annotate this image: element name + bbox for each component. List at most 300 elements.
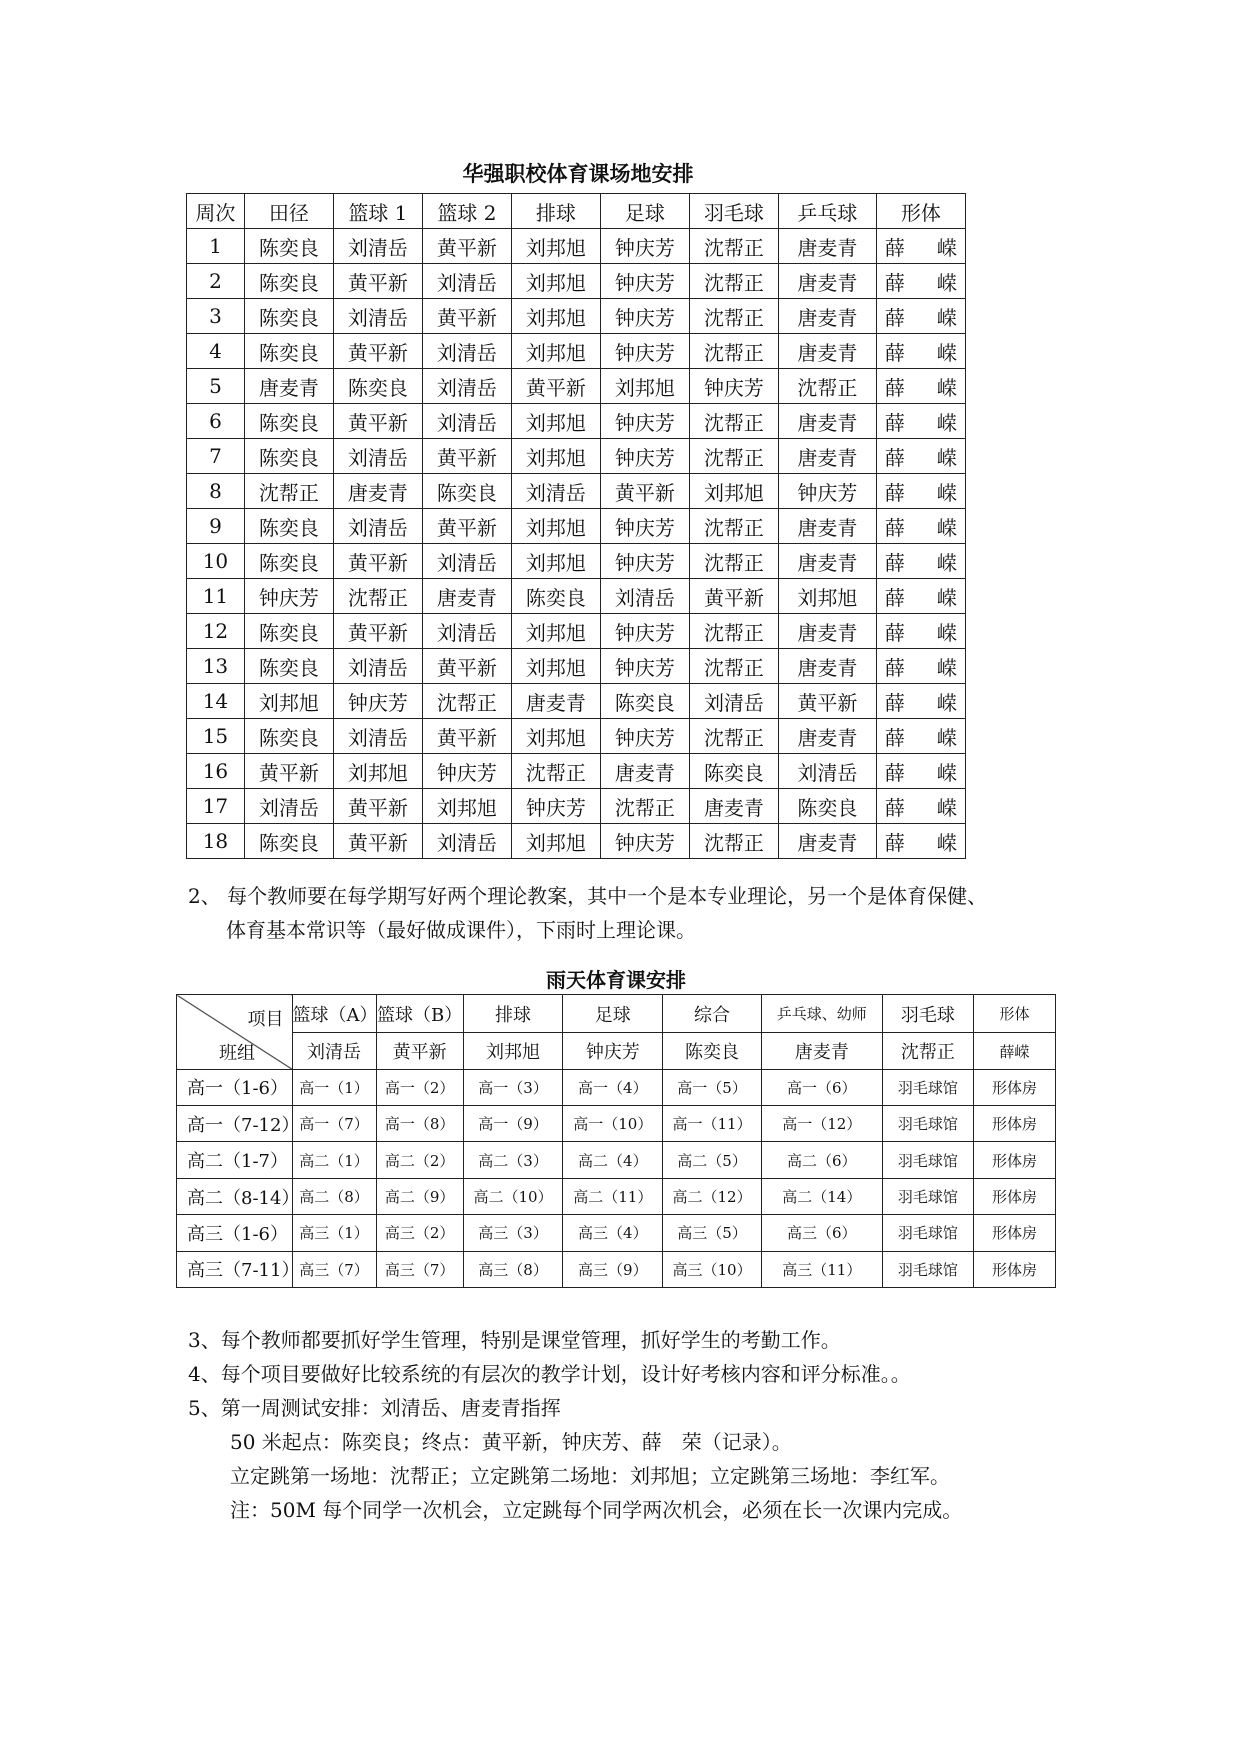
rain-item-header: 综合 (663, 995, 762, 1033)
xingti-teacher-char: 嵘 (937, 445, 957, 470)
teacher-cell: 沈帮正 (689, 719, 778, 754)
schedule-row (187, 264, 966, 299)
note-item-4: 4、每个项目要做好比较系统的有层次的教学计划，设计好考核内容和评分标准。。 (188, 1362, 911, 1386)
xingti-teacher-cell (876, 264, 965, 299)
teacher-cell: 黄平新 (422, 649, 511, 684)
teacher-cell: 黄平新 (333, 614, 422, 649)
assignment-cell: 高三（8） (463, 1251, 563, 1287)
teacher-cell: 沈帮正 (778, 369, 876, 404)
teacher-cell: 陈奕良 (600, 684, 689, 719)
note-item-2-line2: 体育基本常识等（最好做成课件），下雨时上理论课。 (226, 918, 696, 942)
class-group-cell: 高三（7-11） (177, 1251, 293, 1287)
teacher-cell: 黄平新 (333, 404, 422, 439)
teacher-cell: 钟庆芳 (600, 229, 689, 264)
assignment-cell: 高二（11） (563, 1178, 663, 1214)
week-number-cell: 4 (187, 334, 245, 369)
rain-schedule-table (176, 994, 1056, 1288)
teacher-cell: 沈帮正 (689, 439, 778, 474)
xingti-teacher-char: 嵘 (937, 550, 957, 575)
teacher-cell: 唐麦青 (778, 229, 876, 264)
teacher-cell: 刘邦旭 (511, 509, 600, 544)
assignment-cell: 高一（3） (463, 1069, 563, 1105)
schedule-row (187, 439, 966, 474)
teacher-cell: 唐麦青 (778, 824, 876, 859)
teacher-cell: 刘邦旭 (511, 229, 600, 264)
rain-item-header: 排球 (463, 995, 563, 1033)
teacher-cell: 刘邦旭 (511, 649, 600, 684)
assignment-cell: 高三（7） (376, 1251, 463, 1287)
assignment-cell: 羽毛球馆 (882, 1178, 973, 1214)
teacher-cell: 刘清岳 (333, 509, 422, 544)
rain-teacher-cell: 唐麦青 (761, 1033, 882, 1069)
rain-item-header: 形体 (974, 995, 1056, 1033)
teacher-cell: 刘清岳 (422, 404, 511, 439)
xingti-teacher-cell (876, 649, 965, 684)
teacher-cell: 沈帮正 (422, 684, 511, 719)
week-number-cell: 13 (187, 649, 245, 684)
teacher-cell: 唐麦青 (778, 264, 876, 299)
xingti-teacher-cell (876, 439, 965, 474)
schedule-header-row (187, 194, 966, 229)
schedule-header-cell: 田径 (244, 194, 333, 229)
teacher-cell: 刘邦旭 (422, 789, 511, 824)
corner-item-label: 项目 (247, 1009, 284, 1030)
xingti-teacher-cell (876, 229, 965, 264)
xingti-teacher-char: 嵘 (937, 515, 957, 540)
teacher-cell: 刘清岳 (333, 649, 422, 684)
teacher-cell: 唐麦青 (778, 614, 876, 649)
rain-teacher-cell: 刘清岳 (292, 1033, 376, 1069)
teacher-cell: 陈奕良 (422, 474, 511, 509)
teacher-cell: 陈奕良 (778, 789, 876, 824)
teacher-cell: 唐麦青 (778, 334, 876, 369)
assignment-cell: 高一（6） (761, 1069, 882, 1105)
assignment-cell: 高三（6） (761, 1215, 882, 1251)
teacher-cell: 黄平新 (422, 439, 511, 474)
assignment-cell: 高三（10） (663, 1251, 762, 1287)
rain-row (177, 1106, 1056, 1142)
schedule-row (187, 754, 966, 789)
assignment-cell: 羽毛球馆 (882, 1106, 973, 1142)
xingti-teacher-cell (876, 299, 965, 334)
teacher-cell: 沈帮正 (689, 649, 778, 684)
teacher-cell: 黄平新 (333, 789, 422, 824)
assignment-cell: 高二（12） (663, 1178, 762, 1214)
rain-teacher-cell: 沈帮正 (882, 1033, 973, 1069)
teacher-cell: 陈奕良 (244, 299, 333, 334)
assignment-cell: 高三（7） (292, 1251, 376, 1287)
schedule-title: 华强职校体育课场地安排 (462, 162, 694, 186)
teacher-cell: 沈帮正 (689, 824, 778, 859)
teacher-cell: 陈奕良 (244, 509, 333, 544)
assignment-cell: 高二（3） (463, 1142, 563, 1178)
xingti-teacher-char: 薛 (884, 480, 905, 505)
rain-item-header: 乒乓球、幼师 (761, 995, 882, 1033)
teacher-cell: 钟庆芳 (600, 509, 689, 544)
rain-item-header: 篮球（A） (292, 995, 376, 1033)
xingti-teacher-char: 薛 (884, 340, 905, 365)
teacher-cell: 刘邦旭 (511, 334, 600, 369)
teacher-cell: 钟庆芳 (778, 474, 876, 509)
schedule-row (187, 334, 966, 369)
xingti-teacher-char: 嵘 (937, 690, 957, 715)
assignment-cell: 高三（5） (663, 1215, 762, 1251)
schedule-row (187, 299, 966, 334)
schedule-header-cell: 乒乓球 (778, 194, 876, 229)
teacher-cell: 黄平新 (511, 369, 600, 404)
schedule-header-cell: 篮球 1 (333, 194, 422, 229)
week-number-cell: 18 (187, 824, 245, 859)
xingti-teacher-cell (876, 509, 965, 544)
xingti-teacher-char: 薛 (884, 830, 905, 855)
teacher-cell: 钟庆芳 (600, 334, 689, 369)
teacher-cell: 钟庆芳 (600, 544, 689, 579)
teacher-cell: 沈帮正 (689, 229, 778, 264)
teacher-cell: 唐麦青 (511, 684, 600, 719)
assignment-cell: 羽毛球馆 (882, 1251, 973, 1287)
assignment-cell: 羽毛球馆 (882, 1142, 973, 1178)
teacher-cell: 刘清岳 (511, 474, 600, 509)
assignment-cell: 高一（11） (663, 1106, 762, 1142)
teacher-cell: 钟庆芳 (600, 439, 689, 474)
rain-teacher-cell: 薛嵘 (974, 1033, 1056, 1069)
week-number-cell: 7 (187, 439, 245, 474)
teacher-cell: 沈帮正 (689, 509, 778, 544)
assignment-cell: 形体房 (974, 1215, 1056, 1251)
xingti-teacher-char: 薛 (884, 620, 905, 645)
teacher-cell: 刘清岳 (422, 614, 511, 649)
assignment-cell: 高三（2） (376, 1215, 463, 1251)
teacher-cell: 陈奕良 (333, 369, 422, 404)
schedule-header-cell: 形体 (876, 194, 965, 229)
xingti-teacher-char: 薛 (884, 410, 905, 435)
teacher-cell: 陈奕良 (244, 649, 333, 684)
teacher-cell: 黄平新 (422, 299, 511, 334)
teacher-cell: 刘清岳 (422, 264, 511, 299)
week-number-cell: 8 (187, 474, 245, 509)
teacher-cell: 钟庆芳 (600, 614, 689, 649)
note-rules: 注：50M 每个同学一次机会，立定跳每个同学两次机会，必须在长一次课内完成。 (230, 1498, 963, 1522)
teacher-cell: 刘邦旭 (333, 754, 422, 789)
assignment-cell: 高三（1） (292, 1215, 376, 1251)
week-number-cell: 9 (187, 509, 245, 544)
venue-schedule-table (186, 193, 966, 859)
week-number-cell: 2 (187, 264, 245, 299)
assignment-cell: 形体房 (974, 1251, 1056, 1287)
rain-row (177, 1215, 1056, 1251)
assignment-cell: 高二（1） (292, 1142, 376, 1178)
week-number-cell: 15 (187, 719, 245, 754)
xingti-teacher-char: 薛 (884, 550, 905, 575)
teacher-cell: 陈奕良 (244, 614, 333, 649)
teacher-cell: 刘清岳 (244, 789, 333, 824)
teacher-cell: 唐麦青 (778, 544, 876, 579)
teacher-cell: 唐麦青 (778, 439, 876, 474)
xingti-teacher-cell (876, 334, 965, 369)
assignment-cell: 高二（5） (663, 1142, 762, 1178)
teacher-cell: 钟庆芳 (689, 369, 778, 404)
xingti-teacher-char: 薛 (884, 760, 905, 785)
rain-teacher-cell: 刘邦旭 (463, 1033, 563, 1069)
teacher-cell: 钟庆芳 (600, 824, 689, 859)
assignment-cell: 高二（14） (761, 1178, 882, 1214)
teacher-cell: 刘邦旭 (600, 369, 689, 404)
class-group-cell: 高三（1-6） (177, 1215, 293, 1251)
rain-row (177, 1142, 1056, 1178)
teacher-cell: 刘邦旭 (511, 264, 600, 299)
assignment-cell: 形体房 (974, 1142, 1056, 1178)
xingti-teacher-char: 薛 (884, 375, 905, 400)
teacher-cell: 钟庆芳 (600, 264, 689, 299)
xingti-teacher-char: 嵘 (937, 410, 957, 435)
rain-teacher-cell: 钟庆芳 (563, 1033, 663, 1069)
xingti-teacher-cell (876, 369, 965, 404)
week-number-cell: 16 (187, 754, 245, 789)
teacher-cell: 唐麦青 (778, 649, 876, 684)
assignment-cell: 高一（7） (292, 1106, 376, 1142)
teacher-cell: 刘邦旭 (511, 824, 600, 859)
rain-row (177, 1251, 1056, 1287)
assignment-cell: 形体房 (974, 1069, 1056, 1105)
teacher-cell: 陈奕良 (244, 229, 333, 264)
week-number-cell: 17 (187, 789, 245, 824)
assignment-cell: 高三（11） (761, 1251, 882, 1287)
teacher-cell: 沈帮正 (689, 299, 778, 334)
schedule-row (187, 579, 966, 614)
assignment-cell: 高一（8） (376, 1106, 463, 1142)
teacher-cell: 沈帮正 (600, 789, 689, 824)
xingti-teacher-cell (876, 614, 965, 649)
teacher-cell: 刘清岳 (600, 579, 689, 614)
week-number-cell: 6 (187, 404, 245, 439)
teacher-cell: 钟庆芳 (600, 404, 689, 439)
class-group-cell: 高一（1-6） (177, 1069, 293, 1105)
teacher-cell: 刘清岳 (422, 369, 511, 404)
teacher-cell: 沈帮正 (689, 264, 778, 299)
teacher-cell: 刘邦旭 (511, 299, 600, 334)
assignment-cell: 高一（10） (563, 1106, 663, 1142)
assignment-cell: 高二（2） (376, 1142, 463, 1178)
schedule-row (187, 614, 966, 649)
xingti-teacher-char: 嵘 (937, 375, 957, 400)
teacher-cell: 黄平新 (422, 509, 511, 544)
xingti-teacher-char: 嵘 (937, 760, 957, 785)
xingti-teacher-char: 嵘 (937, 235, 957, 260)
week-number-cell: 3 (187, 299, 245, 334)
xingti-teacher-char: 嵘 (937, 830, 957, 855)
xingti-teacher-char: 薛 (884, 305, 905, 330)
teacher-cell: 黄平新 (422, 719, 511, 754)
schedule-row (187, 824, 966, 859)
teacher-cell: 刘清岳 (689, 684, 778, 719)
teacher-cell: 陈奕良 (244, 544, 333, 579)
assignment-cell: 羽毛球馆 (882, 1069, 973, 1105)
assignment-cell: 高二（9） (376, 1178, 463, 1214)
xingti-teacher-cell (876, 719, 965, 754)
teacher-cell: 钟庆芳 (511, 789, 600, 824)
rain-schedule-title: 雨天体育课安排 (546, 968, 686, 992)
xingti-teacher-char: 嵘 (937, 795, 957, 820)
schedule-row (187, 719, 966, 754)
xingti-teacher-char: 薛 (884, 515, 905, 540)
schedule-row (187, 229, 966, 264)
teacher-cell: 钟庆芳 (600, 649, 689, 684)
week-number-cell: 1 (187, 229, 245, 264)
week-number-cell: 11 (187, 579, 245, 614)
teacher-cell: 刘邦旭 (511, 544, 600, 579)
teacher-cell: 沈帮正 (689, 614, 778, 649)
xingti-teacher-cell (876, 684, 965, 719)
teacher-cell: 陈奕良 (244, 719, 333, 754)
note-item-5: 5、第一周测试安排：刘清岳、唐麦青指挥 (188, 1396, 561, 1420)
week-number-cell: 14 (187, 684, 245, 719)
teacher-cell: 沈帮正 (689, 404, 778, 439)
teacher-cell: 刘邦旭 (689, 474, 778, 509)
teacher-cell: 黄平新 (778, 684, 876, 719)
week-number-cell: 5 (187, 369, 245, 404)
teacher-cell: 刘清岳 (778, 754, 876, 789)
assignment-cell: 高三（9） (563, 1251, 663, 1287)
teacher-cell: 唐麦青 (422, 579, 511, 614)
rain-item-header: 足球 (563, 995, 663, 1033)
week-number-cell: 12 (187, 614, 245, 649)
teacher-cell: 刘邦旭 (511, 614, 600, 649)
xingti-teacher-char: 嵘 (937, 270, 957, 295)
xingti-teacher-char: 嵘 (937, 340, 957, 365)
teacher-cell: 黄平新 (689, 579, 778, 614)
xingti-teacher-char: 嵘 (937, 620, 957, 645)
teacher-cell: 陈奕良 (689, 754, 778, 789)
teacher-cell: 陈奕良 (511, 579, 600, 614)
teacher-cell: 陈奕良 (244, 264, 333, 299)
assignment-cell: 高一（1） (292, 1069, 376, 1105)
schedule-header-cell: 篮球 2 (422, 194, 511, 229)
note-50m-roles: 50 米起点：陈奕良；终点：黄平新，钟庆芳、薛 荣（记录）。 (230, 1430, 792, 1454)
teacher-cell: 刘邦旭 (511, 439, 600, 474)
xingti-teacher-cell (876, 474, 965, 509)
teacher-cell: 刘清岳 (422, 544, 511, 579)
assignment-cell: 高三（4） (563, 1215, 663, 1251)
assignment-cell: 高二（10） (463, 1178, 563, 1214)
teacher-cell: 沈帮正 (689, 334, 778, 369)
xingti-teacher-cell (876, 754, 965, 789)
schedule-header-cell: 周次 (187, 194, 245, 229)
teacher-cell: 刘清岳 (333, 719, 422, 754)
xingti-teacher-cell (876, 404, 965, 439)
rain-item-header: 羽毛球 (882, 995, 973, 1033)
xingti-teacher-char: 薛 (884, 445, 905, 470)
xingti-teacher-char: 嵘 (937, 725, 957, 750)
teacher-cell: 钟庆芳 (333, 684, 422, 719)
teacher-cell: 黄平新 (333, 544, 422, 579)
teacher-cell: 黄平新 (600, 474, 689, 509)
teacher-cell: 钟庆芳 (600, 719, 689, 754)
xingti-teacher-char: 嵘 (937, 585, 957, 610)
teacher-cell: 沈帮正 (689, 544, 778, 579)
teacher-cell: 钟庆芳 (244, 579, 333, 614)
xingti-teacher-char: 薛 (884, 585, 905, 610)
teacher-cell: 刘清岳 (422, 824, 511, 859)
assignment-cell: 高一（4） (563, 1069, 663, 1105)
xingti-teacher-char: 嵘 (937, 480, 957, 505)
teacher-cell: 刘邦旭 (778, 579, 876, 614)
assignment-cell: 高二（4） (563, 1142, 663, 1178)
xingti-teacher-char: 嵘 (937, 305, 957, 330)
assignment-cell: 羽毛球馆 (882, 1215, 973, 1251)
schedule-row (187, 789, 966, 824)
assignment-cell: 高三（3） (463, 1215, 563, 1251)
teacher-cell: 陈奕良 (244, 824, 333, 859)
xingti-teacher-char: 薛 (884, 270, 905, 295)
teacher-cell: 刘清岳 (333, 299, 422, 334)
teacher-cell: 陈奕良 (244, 439, 333, 474)
teacher-cell: 刘清岳 (333, 229, 422, 264)
teacher-cell: 黄平新 (333, 334, 422, 369)
week-number-cell: 10 (187, 544, 245, 579)
note-item-2-line1: 2、 每个教师要在每学期写好两个理论教案，其中一个是本专业理论，另一个是体育保健、 (188, 884, 988, 908)
teacher-cell: 唐麦青 (333, 474, 422, 509)
teacher-cell: 陈奕良 (244, 404, 333, 439)
teacher-cell: 黄平新 (333, 264, 422, 299)
teacher-cell: 刘邦旭 (244, 684, 333, 719)
assignment-cell: 高一（2） (376, 1069, 463, 1105)
xingti-teacher-char: 薛 (884, 235, 905, 260)
corner-header-cell (177, 995, 293, 1070)
teacher-cell: 唐麦青 (244, 369, 333, 404)
xingti-teacher-char: 薛 (884, 655, 905, 680)
assignment-cell: 高一（12） (761, 1106, 882, 1142)
xingti-teacher-cell (876, 579, 965, 614)
schedule-row (187, 649, 966, 684)
teacher-cell: 唐麦青 (778, 509, 876, 544)
note-item-3: 3、每个教师都要抓好学生管理，特别是课堂管理，抓好学生的考勤工作。 (188, 1328, 841, 1352)
xingti-teacher-char: 薛 (884, 795, 905, 820)
teacher-cell: 唐麦青 (778, 404, 876, 439)
rain-teacher-cell: 陈奕良 (663, 1033, 762, 1069)
xingti-teacher-cell (876, 544, 965, 579)
teacher-cell: 黄平新 (244, 754, 333, 789)
schedule-header-cell: 足球 (600, 194, 689, 229)
teacher-cell: 刘邦旭 (511, 404, 600, 439)
teacher-cell: 唐麦青 (600, 754, 689, 789)
teacher-cell: 刘邦旭 (511, 719, 600, 754)
schedule-row (187, 684, 966, 719)
corner-group-label: 班组 (219, 1042, 255, 1064)
teacher-cell: 沈帮正 (511, 754, 600, 789)
teacher-cell: 刘清岳 (333, 439, 422, 474)
class-group-cell: 高一（7-12） (177, 1106, 293, 1142)
xingti-teacher-cell (876, 824, 965, 859)
schedule-row (187, 509, 966, 544)
rain-teacher-cell: 黄平新 (376, 1033, 463, 1069)
xingti-teacher-char: 薛 (884, 725, 905, 750)
rain-row (177, 1069, 1056, 1105)
schedule-row (187, 474, 966, 509)
class-group-cell: 高二（8-14） (177, 1178, 293, 1214)
teacher-cell: 唐麦青 (778, 719, 876, 754)
xingti-teacher-char: 薛 (884, 690, 905, 715)
teacher-cell: 沈帮正 (333, 579, 422, 614)
xingti-teacher-cell (876, 789, 965, 824)
assignment-cell: 高二（6） (761, 1142, 882, 1178)
assignment-cell: 高一（5） (663, 1069, 762, 1105)
teacher-cell: 陈奕良 (244, 334, 333, 369)
rain-item-header: 篮球（B） (376, 995, 463, 1033)
teacher-cell: 钟庆芳 (422, 754, 511, 789)
assignment-cell: 形体房 (974, 1106, 1056, 1142)
teacher-cell: 唐麦青 (689, 789, 778, 824)
schedule-row (187, 369, 966, 404)
